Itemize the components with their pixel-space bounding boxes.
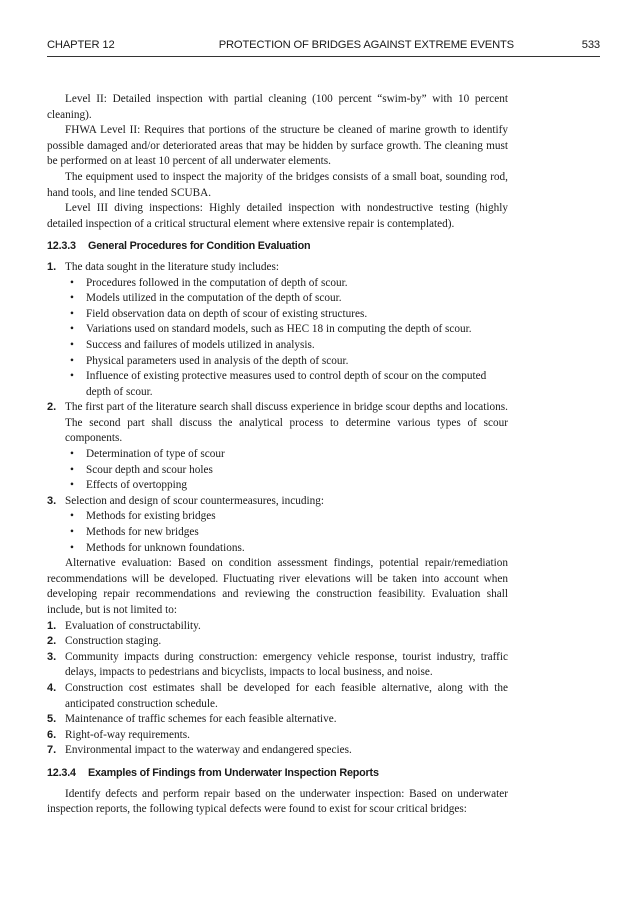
- item-text: Right-of-way requirements.: [65, 728, 190, 741]
- bullet-item: • Field observation data on depth of scour of existing structures.: [65, 307, 508, 323]
- paragraph-fhwa-level-ii: FHWA Level II: Requires that portions of the structure be cleaned of marine growth to identify possible damaged and/or deteriorated areas that may be hidden by surface growth. The cleaning must be performed on at least 10 percent of all underwater elements.: [47, 124, 508, 168]
- list-item: [47, 728, 508, 744]
- paragraph-alternative-evaluation: Alternative evaluation: Based on condition assessment findings, potential repair/remediation recommendations will be developed. Fluctuating river elevations will be taken into account when developing repair recommendations and reviewing the construction feasibility. Evaluation shall include, but is not limited to:: [47, 557, 508, 616]
- list-item: [47, 634, 508, 650]
- item-text: Community impacts during construction: emergency vehicle response, tourist industry, traffic delays, impacts to pedestrians and bicyclists, impacts to local business, and noise.: [65, 650, 508, 679]
- item-text: Maintenance of traffic schemes for each feasible alternative.: [65, 713, 337, 726]
- procedures-list: [47, 260, 508, 556]
- item-text: The first part of the literature search shall discuss experience in bridge scour depths and locations. The second part shall discuss the analytical process to determine various types of scour components.: [65, 401, 508, 445]
- item-number: 1.: [47, 619, 57, 632]
- bullet-item: • Influence of existing protective measures used to control depth of scour on the computed depth of scour.: [65, 369, 508, 400]
- list-item: [47, 650, 508, 681]
- bullet-item: • Physical parameters used in analysis of the depth of scour.: [65, 354, 508, 370]
- item-number: 4.: [47, 681, 57, 694]
- paragraph-identify-defects: Identify defects and perform repair based on the underwater inspection: Based on underwater inspection reports, the following typical defects were found to exist for scour critical bridges:: [47, 787, 508, 816]
- item-number: 1.: [47, 260, 57, 273]
- paragraph-level-iii: Level III diving inspections: Highly detailed inspection with nondestructive testing (highly detailed inspection of a critical structural element where extensive repair is contemplated).: [47, 202, 508, 230]
- bullet-item: • Methods for new bridges: [65, 525, 508, 541]
- item-number: 5.: [47, 713, 57, 726]
- bullet-item: • Scour depth and scour holes: [65, 463, 508, 479]
- item-number: 2.: [47, 635, 57, 648]
- section-number: 12.3.3: [47, 240, 76, 253]
- item-text: Construction staging.: [65, 635, 162, 648]
- list-item: [47, 619, 508, 635]
- bullet-item: • Methods for unknown foundations.: [65, 541, 508, 557]
- list-item: [47, 712, 508, 728]
- page-body: [47, 92, 508, 818]
- bullet-item: • Determination of type of scour: [65, 447, 508, 463]
- list-item: [47, 681, 508, 712]
- item-number: 7.: [47, 744, 57, 757]
- paragraph-equipment: The equipment used to inspect the majority of the bridges consists of a small boat, sounding rod, hand tools, and line tended SCUBA.: [47, 170, 508, 199]
- section-title: Examples of Findings from Underwater Inspection Reports: [88, 766, 379, 779]
- book-page: [47, 39, 600, 816]
- bullet-item: • Procedures followed in the computation of depth of scour.: [65, 276, 508, 292]
- section-number: 12.3.4: [47, 766, 76, 779]
- section-heading-12-3-4: [47, 766, 508, 782]
- list-item: [47, 494, 508, 556]
- running-header: [47, 39, 600, 57]
- section-title: General Procedures for Condition Evaluation: [88, 240, 311, 253]
- section-heading-12-3-3: [47, 239, 508, 255]
- bullet-item: • Models utilized in the computation of the depth of scour.: [65, 291, 508, 307]
- list-item: [47, 400, 508, 494]
- item-text: Environmental impact to the waterway and endangered species.: [65, 744, 352, 757]
- item-text: The data sought in the literature study includes:: [65, 260, 280, 273]
- page-number: 533: [581, 39, 600, 51]
- chapter-label: CHAPTER 12: [47, 39, 115, 51]
- list-item: [47, 260, 508, 400]
- item-text: Selection and design of scour countermeasures, incuding:: [65, 494, 324, 507]
- bullet-list: [65, 447, 508, 494]
- bullet-list: [65, 509, 508, 556]
- bullet-item: • Variations used on standard models, such as HEC 18 in computing the depth of scour.: [65, 322, 508, 338]
- list-item: [47, 743, 508, 759]
- item-text: Evaluation of constructability.: [65, 619, 201, 632]
- item-number: 2.: [47, 401, 57, 414]
- item-number: 3.: [47, 650, 57, 663]
- item-text: Construction cost estimates shall be developed for each feasible alternative, along with the anticipated construction schedule.: [65, 681, 508, 710]
- item-number: 6.: [47, 728, 57, 741]
- bullet-item: • Success and failures of models utilized in analysis.: [65, 338, 508, 354]
- bullet-item: • Effects of overtopping: [65, 478, 508, 494]
- bullet-item: • Methods for existing bridges: [65, 509, 508, 525]
- running-title: PROTECTION OF BRIDGES AGAINST EXTREME EVENTS: [218, 39, 514, 51]
- evaluation-list: [47, 619, 508, 759]
- bullet-list: [65, 276, 508, 401]
- paragraph-level-ii: Level II: Detailed inspection with partial cleaning (100 percent “swim-by” with 10 percent cleaning).: [47, 93, 508, 121]
- item-number: 3.: [47, 494, 57, 507]
